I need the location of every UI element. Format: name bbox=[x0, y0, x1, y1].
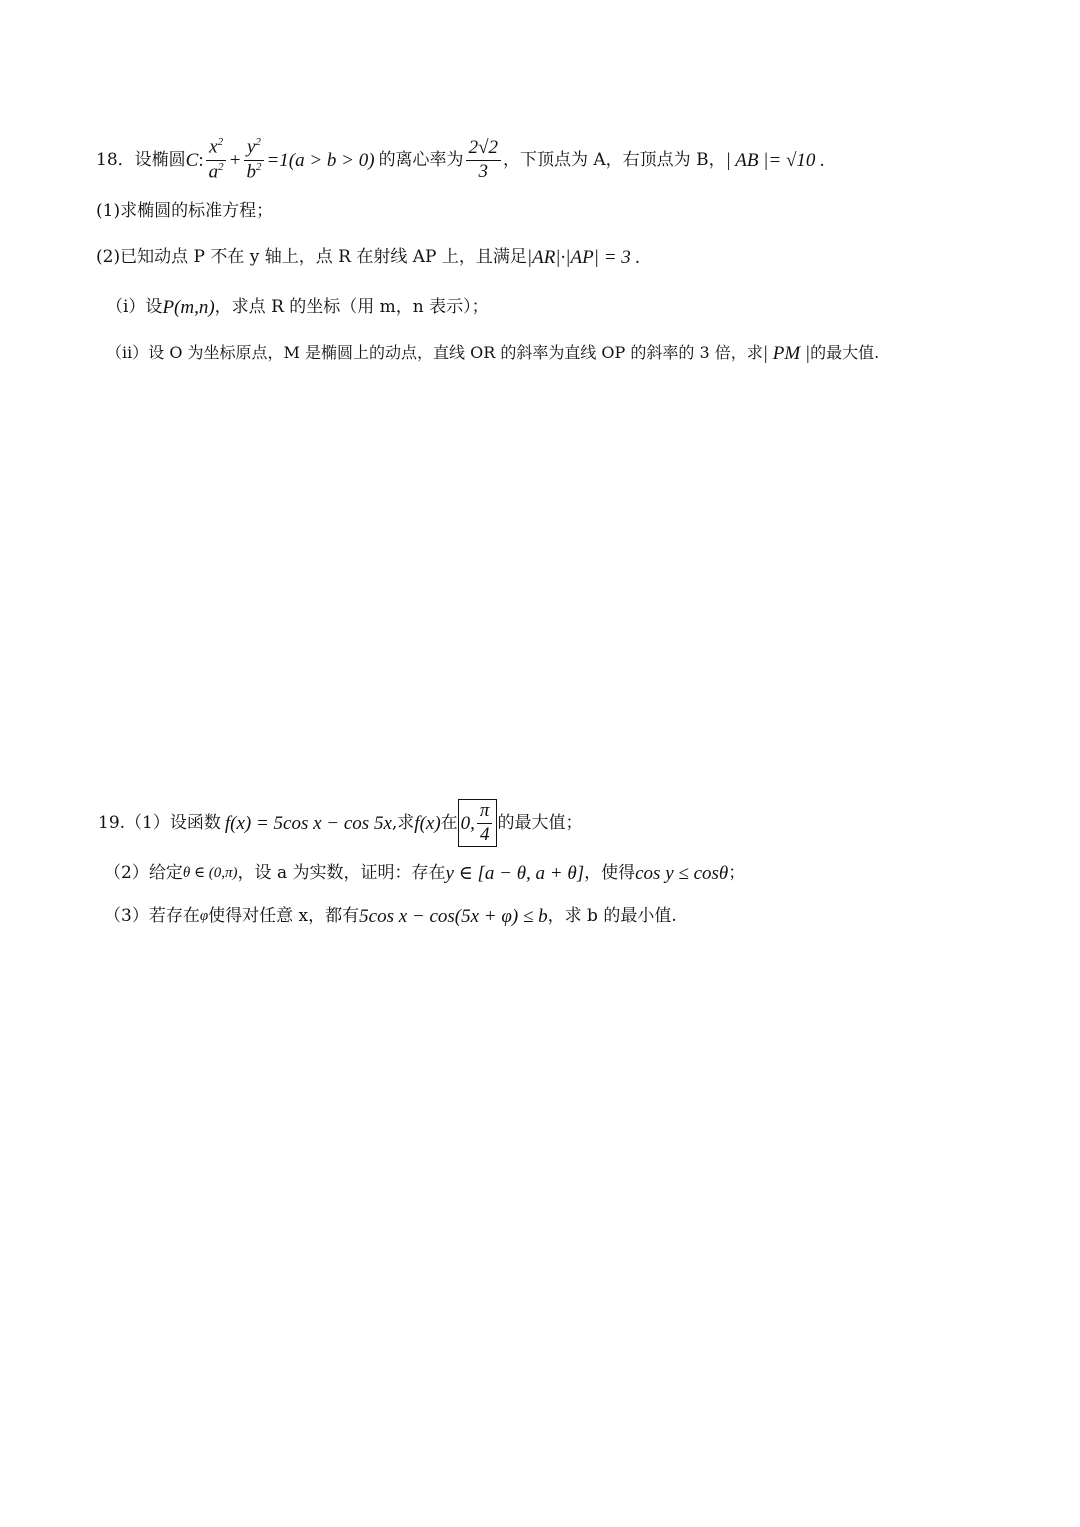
pm-length: | PM | bbox=[762, 342, 811, 364]
vertices-text: ，下顶点为 A，右顶点为 B， bbox=[503, 149, 726, 170]
q19-part2: （2）给定 θ ∈ (0,π) ，设 a 为实数，证明：存在 y ∈ [a − θ, a + θ] ，使得 cos y ≤ cosθ ； bbox=[104, 862, 746, 884]
x-term-fraction: $\frac{x^2}{a^2}$ bbox=[206, 136, 227, 183]
b-inequality: 5cos x − cos(5x + φ) ≤ b bbox=[359, 905, 548, 927]
q18-part2: (2)已知动点 P 不在 y 轴上，点 R 在射线 AP 上，且满足 |AR|·|AP| = 3 . bbox=[96, 246, 641, 268]
ellipse-condition: =1(a > b > 0) bbox=[266, 149, 375, 171]
q19-part3: （3）若存在 φ 使得对任意 x，都有 5cos x − cos(5x + φ) ≤ b ，求 b 的最小值. bbox=[104, 905, 677, 927]
ab-length: | AB |= √10 . bbox=[725, 149, 825, 171]
ar-ap-condition: |AR|·|AP| = 3 . bbox=[526, 246, 641, 268]
cos-inequality: cos y ≤ cosθ bbox=[635, 862, 729, 884]
eccentricity-text: 的离心率为 bbox=[378, 149, 464, 170]
y-range: y ∈ [a − θ, a + θ] bbox=[445, 862, 585, 884]
q18-sub2: （ii）设 O 为坐标原点，M 是椭圆上的动点，直线 OR 的斜率为直线 OP 的斜率的 3 倍，求 | PM | 的最大值. bbox=[106, 342, 880, 364]
function-definition: f(x) = 5cos x − cos 5x bbox=[224, 812, 392, 834]
q18-sub1: （i）设 P(m,n) ，求点 R 的坐标（用 m，n 表示）； bbox=[106, 296, 489, 318]
interval: 0, $\frac{\pi}{4}$ bbox=[458, 799, 498, 848]
q18-stem: 18．设椭圆 C: $\frac{x^2}{a^2}$ + $\frac{y^2}{b^2}$ =1(a > b > 0) 的离心率为 $\frac{2√2}{3}$ ，下顶点为 A，右顶点为 B， | AB |= √10 . bbox=[96, 136, 825, 182]
function-fx: f(x) bbox=[414, 812, 441, 834]
phi-symbol: φ bbox=[199, 907, 209, 924]
q18-part1: (1)求椭圆的标准方程； bbox=[96, 200, 274, 221]
point-p: P(m,n) bbox=[162, 296, 215, 318]
y-term-fraction: $\frac{y^2}{b^2}$ bbox=[243, 136, 264, 183]
ellipse-label: C: bbox=[185, 149, 204, 171]
q19-number: 19.（1）设函数 bbox=[98, 812, 221, 833]
q19-part1: 19.（1）设函数 f(x) = 5cos x − cos 5x ,求 f(x) 在 0, $\frac{\pi}{4}$ 的最大值； bbox=[98, 800, 582, 846]
q18-number: 18．设椭圆 bbox=[96, 149, 186, 170]
theta-range: θ ∈ (0,π) bbox=[182, 864, 238, 881]
eccentricity-fraction: $\frac{2√2}{3}$ bbox=[466, 137, 501, 184]
